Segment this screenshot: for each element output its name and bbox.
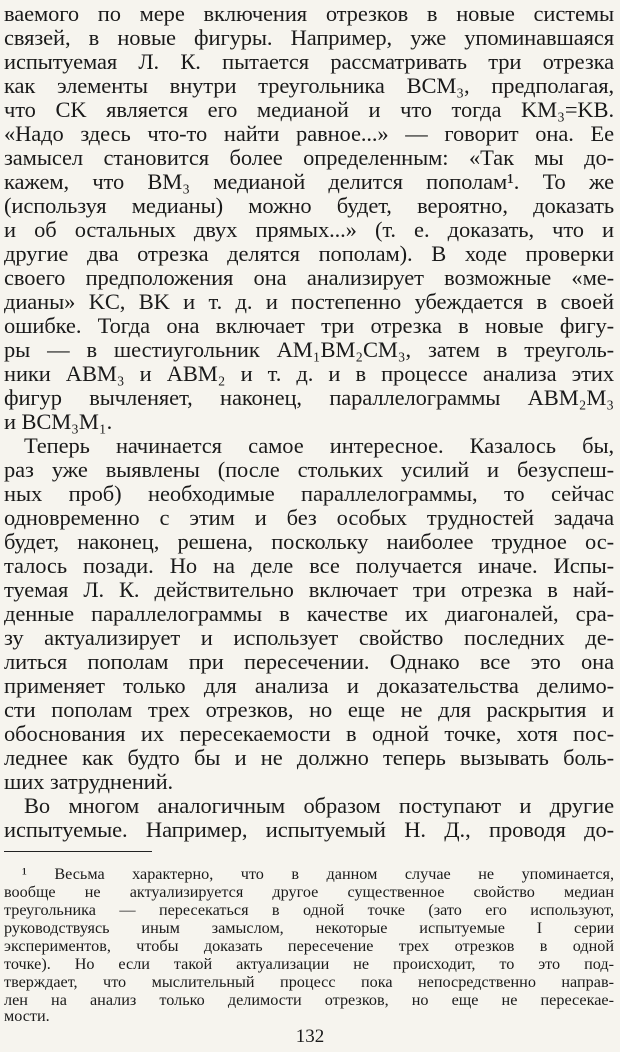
text-line: зу актуализирует и использует свойство последних де- [4,625,614,650]
text-line: и об остальных двух прямых...» (т. е. доказать, что и [4,217,614,242]
text-line: «Надо здесь что-то найти равное...» — говорит она. Ее [4,121,614,146]
footnote-line: вообще не актуализируется другое существенное свойство медиан [4,883,614,901]
footnote-line: мости. [4,1007,50,1025]
footnote-line: ¹ Весьма характерно, что в данном случае не упоминается, [22,865,614,883]
text-line: ших затруднений. [4,769,174,794]
text-line: ных проб) необходимые параллелограммы, то сейчас [4,481,614,506]
text-line: сти пополам трех отрезков, но еще не для раскрытия и [4,697,614,722]
text-line: Теперь начинается самое интересное. Казалось бы, [24,433,614,458]
text-line: замысел становится более определенным: «Так мы до- [4,145,614,170]
text-line: применяет только для анализа и доказательства делимо- [4,673,614,698]
text-line: кажем, что BM₃ медианой делится пополам¹. То же [4,169,614,194]
footnote-line: треугольника — пересекаться в одной точке (зато его используют, [4,901,614,919]
text-line: своего предположения она анализирует возможные «ме- [4,265,614,290]
text-line: (используя медианы) можно будет, вероятно, доказать [4,193,614,218]
footnote-line: лен на анализ только делимости отрезков, но еще не пересекае- [4,991,614,1009]
text-line: одновременно с этим и без особых трудностей задача [4,505,614,530]
text-line: леднее как будто бы и не должно теперь вызывать боль- [4,745,614,770]
footnote-line: руководствуясь иным замыслом, некоторые испытуемые I серии [4,919,614,937]
text-line: денные параллелограммы в качестве их диагоналей, сра- [4,601,614,626]
text-line: как элементы внутри треугольника BCM₃, предполагая, [4,73,614,98]
footnote-line: экспериментов, чтобы доказать пересечение трех отрезков в одной [4,937,614,955]
text-line: литься пополам при пересечении. Однако все это она [4,649,614,674]
footnote-line: точке). Но если такой актуализации не происходит, то это под- [4,955,614,973]
text-line: испытуемые. Например, испытуемый Н. Д., проводя до- [4,817,614,842]
text-line: туемая Л. К. действительно включает три отрезка в най- [4,577,614,602]
text-line: другие два отрезка делятся пополам). В ходе проверки [4,241,614,266]
text-line: ники ABM₃ и ABM₂ и т. д. и в процессе анализа этих [4,361,614,386]
text-line: и BCM₃M₁. [4,409,113,434]
text-line: ры — в шестиугольник AM₁BM₂CM₃, затем в треуголь- [4,337,614,362]
text-line: фигур вычленяет, наконец, параллелограммы ABM₂M₃ [4,385,614,410]
text-line: связей, в новые фигуры. Например, уже упоминавшаяся [4,25,614,50]
text-line: раз уже выявлены (после стольких усилий и безуспеш- [4,457,614,482]
footnote-divider [4,851,152,852]
text-line: обоснования их пересекаемости в одной точке, хотя пос- [4,721,614,746]
text-line: Во многом аналогичным образом поступают и другие [24,793,614,818]
text-line: ваемого по мере включения отрезков в новые системы [4,1,614,26]
page-number: 132 [295,1026,325,1047]
text-line: что CK является его медианой и что тогда KM₃=KB. [4,97,614,122]
text-line: испытуемая Л. К. пытается рассматривать три отрезка [4,49,614,74]
text-line: ошибке. Тогда она включает три отрезка в новые фигу- [4,313,614,338]
text-line: будет, наконец, решена, поскольку наиболее трудное ос- [4,529,614,554]
text-line: дианы» KC, BK и т. д. и постепенно убеждается в своей [4,289,614,314]
footnote-line: тверждает, что мыслительный процесс пока непосредственно направ- [4,973,614,991]
text-line: талось позади. Но на деле все получается иначе. Испы- [4,553,614,578]
